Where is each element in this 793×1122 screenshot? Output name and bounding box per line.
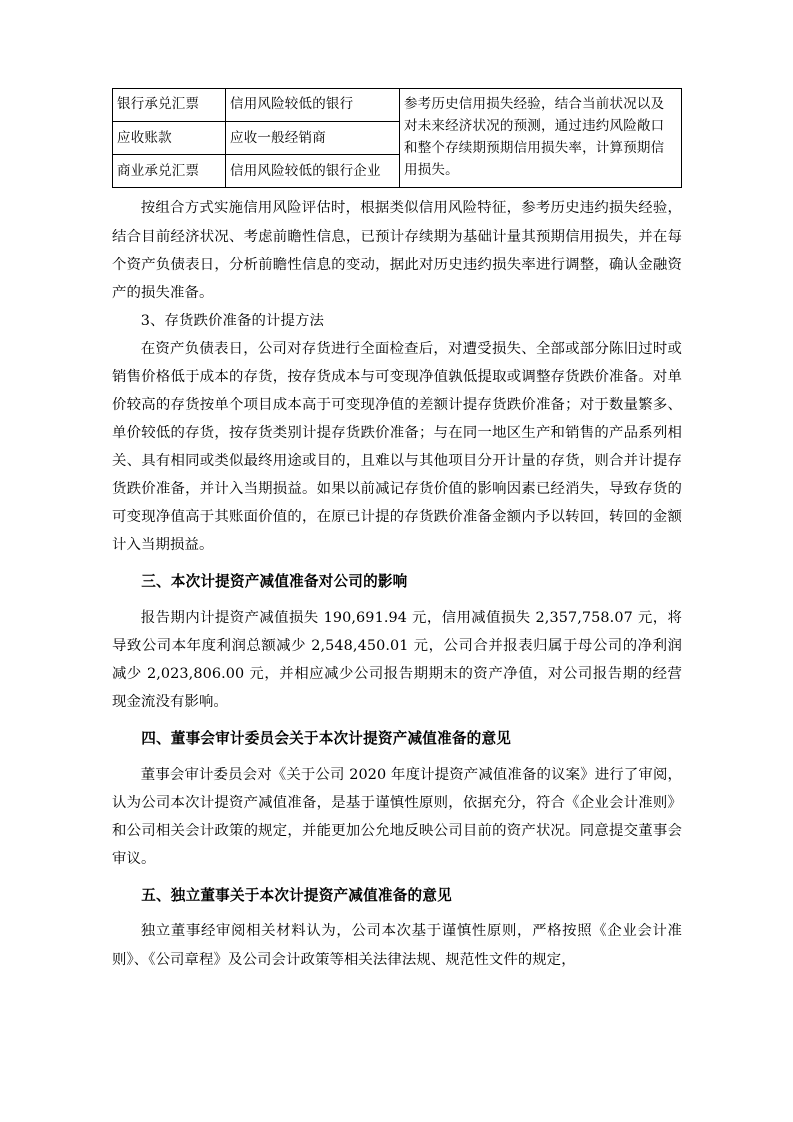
paragraph-inventory-provision-title: 3、存货跌价准备的计提方法 [140,312,324,329]
table-row [113,89,682,122]
paragraph-section-four-body: 董事会审计委员会对《关于公司 2020 年度计提资产减值准备的议案》进行了审阅，认为公司本次计提资产减值准备，是基于谨慎性原则，依据充分，符合《企业会计准则》和公司相关会计政策的规定，并能更加公允地反映公司目前的资产状况。同意提交董事会审议。 [112,766,682,867]
heading-section-three: 三、本次计提资产减值准备对公司的影响 [141,573,408,591]
heading-section-five: 五、独立董事关于本次计提资产减值准备的意见 [141,886,452,904]
table-cell-description: 应收一般经销商 [226,122,400,155]
paragraph-inventory-provision-detail: 在资产负债表日，公司对存货进行全面检查后，对遭受损失、全部或部分陈旧过时或销售价格低于成本的存货，按存货成本与可变现净值孰低提取或调整存货跌价准备。对单价较高的存货按单个项目成本高于可变现净值的差额计提存货跌价准备；对于数量繁多、单价较低的存货，按存货类别计提存货跌价准备；与在同一地区生产和销售的产品系列相关、具有相同或类似最终用途或目的，且难以与其他项目分开计量的存货，则合并计提存货跌价准备，并计入当期损益。如果以前减记存货价值的影响因素已经消失，导致存货的可变现净值高于其账面价值的，在原已计提的存货跌价准备金额内予以转回，转回的金额计入当期损益。 [112,340,682,554]
table-cell-instrument: 商业承兑汇票 [113,155,226,188]
paragraph-portfolio-credit-risk: 按组合方式实施信用风险评估时，根据类似信用风险特征，参考历史违约损失经验，结合目前经济状况、考虑前瞻性信息，已预计存续期为基础计量其预期信用损失，并在每个资产负债表日，分析前瞻性信息的变动，据此对历史违约损失率进行调整，确认金融资产的损失准备。 [112,200,682,301]
table-cell-description: 信用风险较低的银行企业 [226,155,400,188]
paragraph-section-three-body: 报告期内计提资产减值损失 190,691.94 元，信用减值损失 2,357,758.07 元，将导致公司本年度利润总额减少 2,548,450.01 元，公司合并报表归属于母公司的净利润减少 2,023,806.00 元，并相应减少公司报告期期末的资产净值，对公司报告期的经营现金流没有影响。 [112,609,682,711]
table-cell-instrument: 银行承兑汇票 [113,89,226,122]
credit-risk-table [112,88,682,188]
heading-section-four: 四、董事会审计委员会关于本次计提资产减值准备的意见 [141,730,512,748]
paragraph-section-five-body: 独立董事经审阅相关材料认为，公司本次基于谨慎性原则，严格按照《企业会计准则》、《公司章程》及公司会计政策等相关法律法规、规范性文件的规定， [112,923,682,968]
table-cell-method: 参考历史信用损失经验，结合当前状况以及对未来经济状况的预测，通过违约风险敞口和整个存续期预期信用损失率，计算预期信用损失。 [400,89,682,188]
table-cell-description: 信用风险较低的银行 [226,89,400,122]
table-cell-instrument: 应收账款 [113,122,226,155]
page-content [112,88,682,974]
